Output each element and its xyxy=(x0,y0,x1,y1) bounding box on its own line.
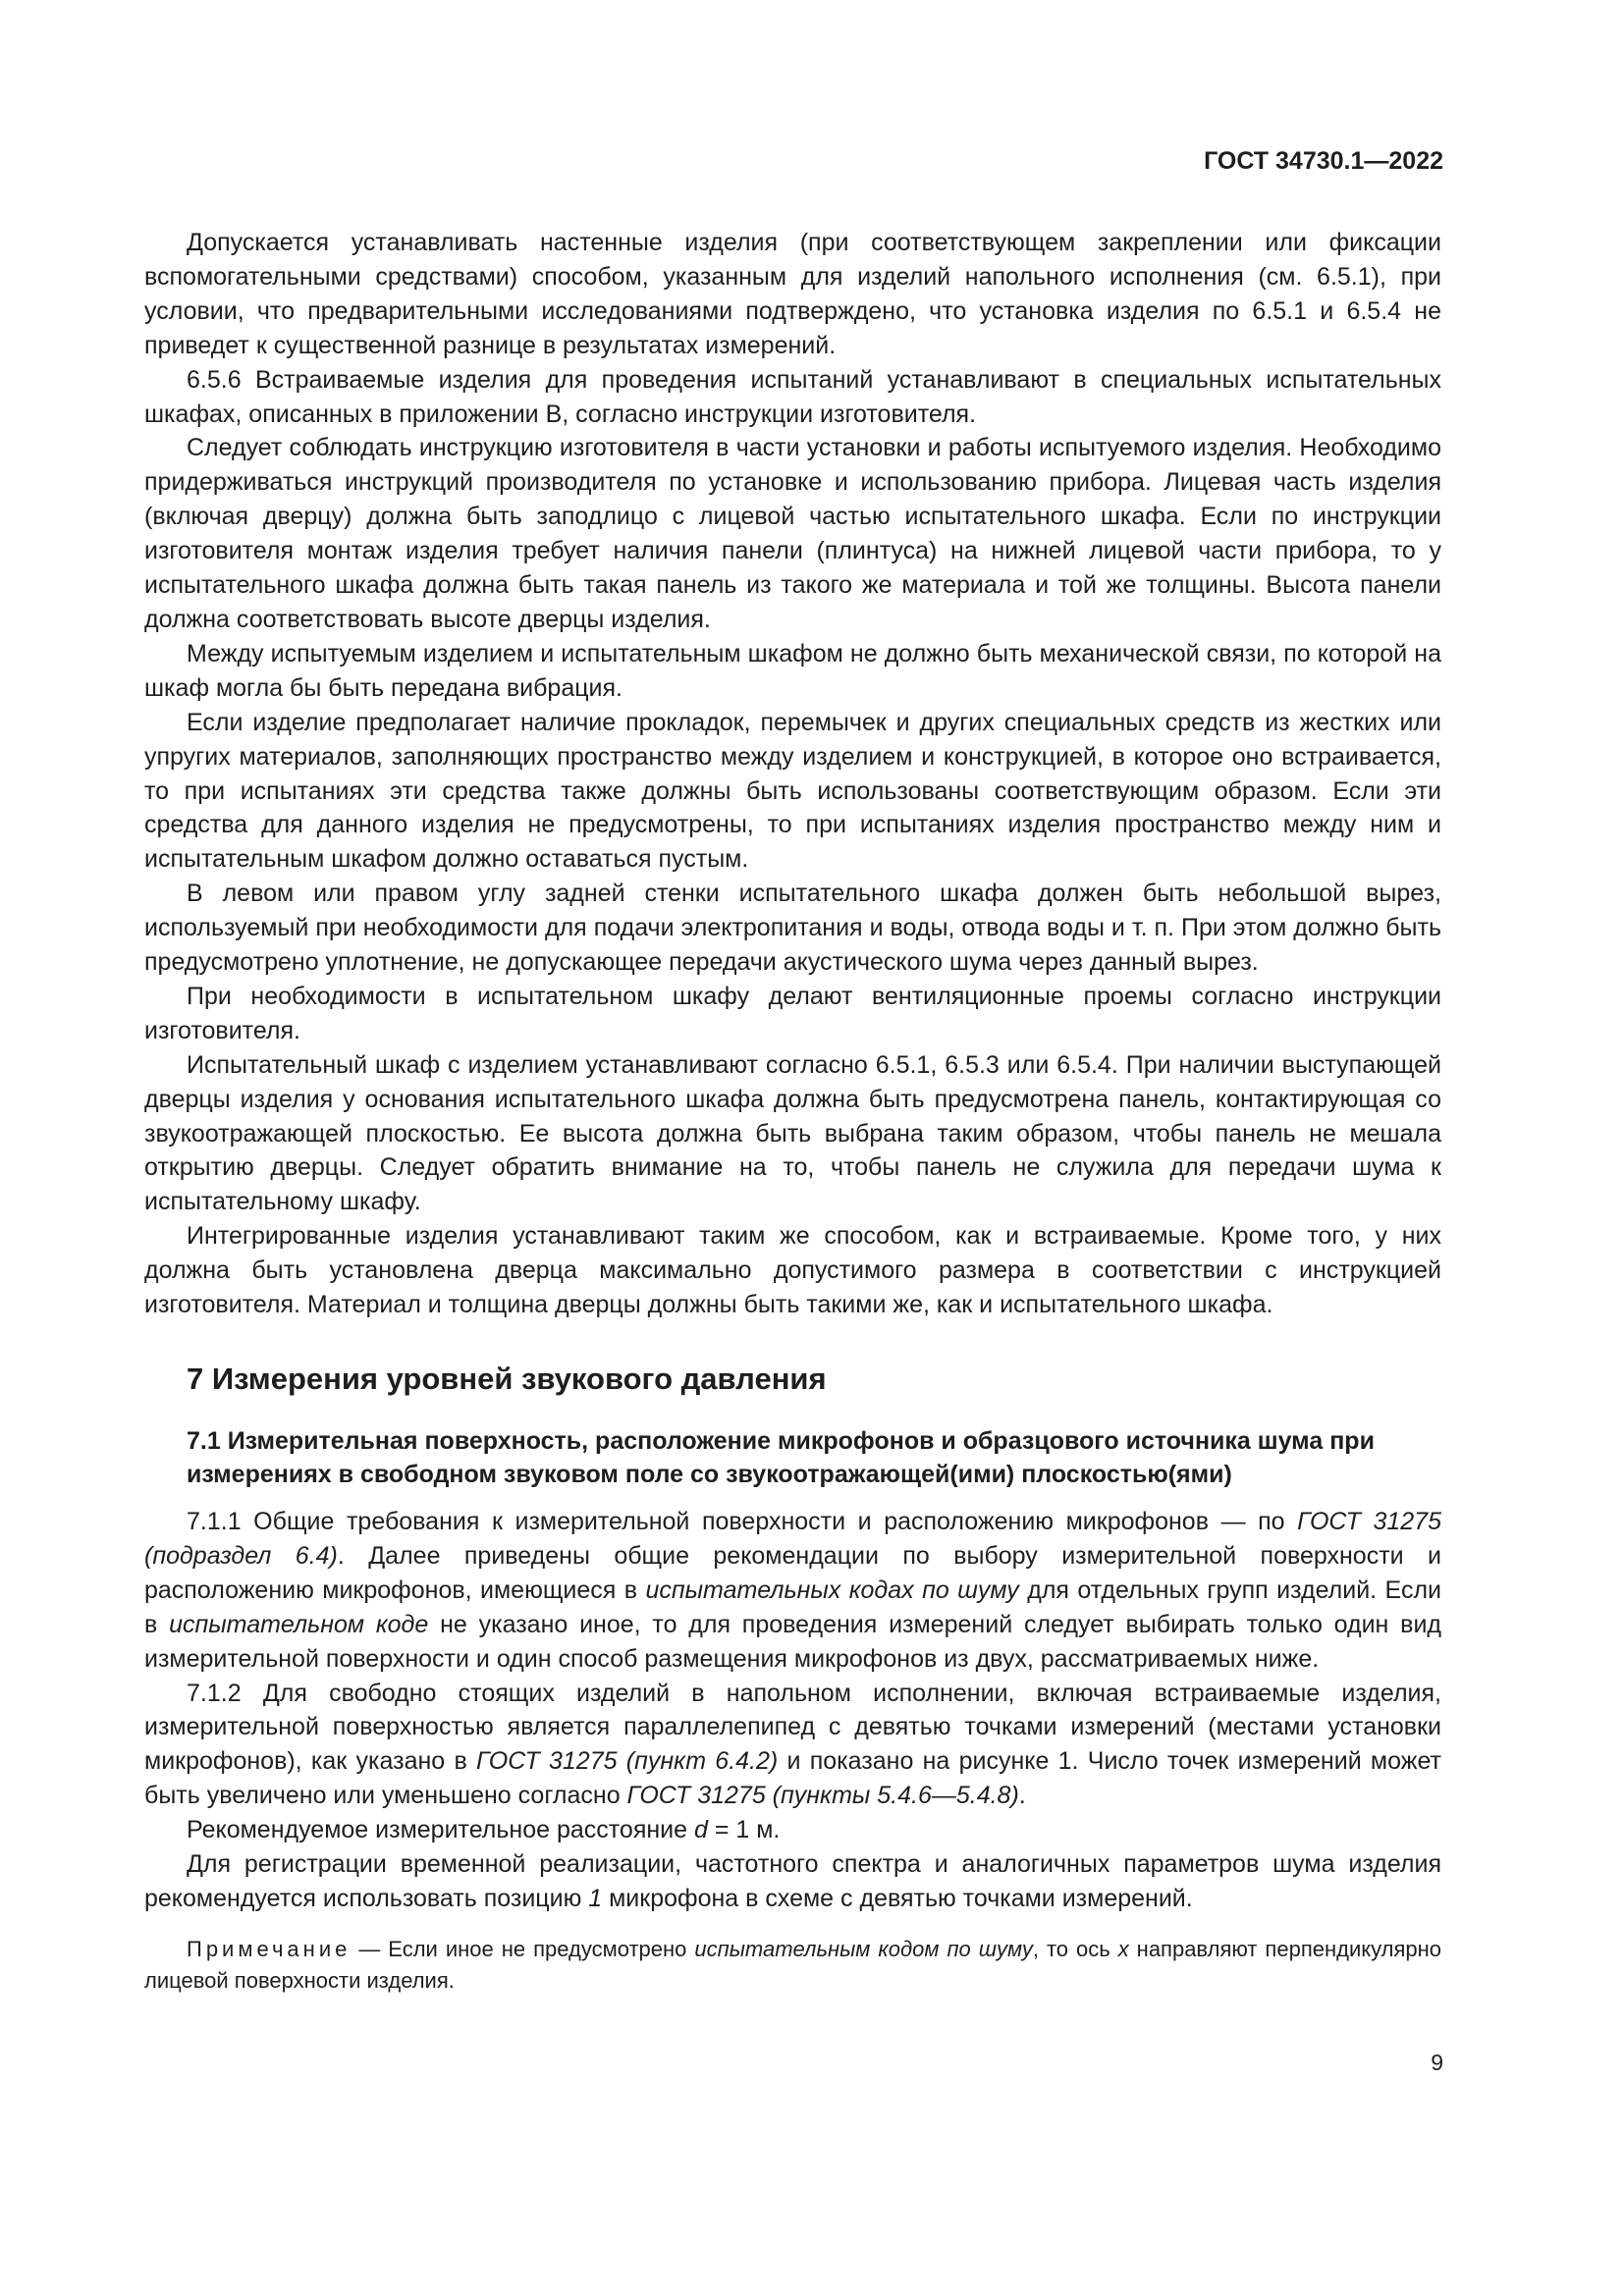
term: испытательных кодах по шуму xyxy=(645,1575,1019,1604)
text-run: . xyxy=(1018,1782,1026,1810)
paragraph-7-1-2 xyxy=(144,1677,1441,1814)
standard-designation: ГОСТ 34730.1—2022 xyxy=(1204,147,1443,175)
text-run: . Далее приведены общие рекомендации по выбору измерительной поверхности и расположению микрофонов, имеющиеся в xyxy=(144,1541,1441,1604)
paragraph: Допускается устанавливать настенные изделия (при соответствующем закреплении или фиксации вспомогательными средствами) способом, указанным для изделий напольного исполнения (см. 6.5.1), при условии, что предварительными исследованиями подтверждено, что установка изделия по 6.5.1 и 6.5.4 не приведет к существенной разнице в результатах измерений. xyxy=(144,229,1441,359)
paragraph: Следует соблюдать инструкцию изготовителя в части установки и работы испытуемого изделия. Необходимо придерживаться инструкций производителя по установке и использованию прибора. Лицевая часть изделия (включая дверцу) должна быть заподлицо с лицевой частью испытательного шкафа. Если по инструкции изготовителя монтаж изделия требует наличия панели (плинтуса) на нижней лицевой части прибора, то у испытательного шкафа должна быть такая панель из такого же материала и той же толщины. Высота панели должна соответствовать высоте дверцы изделия. xyxy=(144,434,1441,633)
note xyxy=(144,1934,1441,1997)
reference-link: ГОСТ 31275 (пункты 5.4.6—5.4.8) xyxy=(626,1782,1019,1810)
subsection-heading: 7.1 Измерительная поверхность, расположение микрофонов и образцового источника шума при измерениях в свободном звуковом поле со звукоотражающей(ими) плоскостью(ями) xyxy=(187,1427,1375,1488)
text-run: 7.1.2 Для свободно стоящих изделий в напольном исполнении, включая встраиваемые изделия, измерительной поверхностью является параллелепипед с девятью точками измерений (местами установки микрофонов), как указано в xyxy=(144,1679,1441,1776)
text-run: , то ось xyxy=(1032,1936,1118,1961)
paragraph: Если изделие предполагает наличие прокладок, перемычек и других специальных средств из жестких или упругих материалов, заполняющих пространство между изделием и конструкцией, в которое оно встраивается, то при испытаниях эти средства также должны быть использованы соответствующим образом. Если эти средства для данного изделия не предусмотрены, то при испытаниях изделия пространство между ним и испытательным шкафом должно оставаться пустым. xyxy=(144,708,1441,874)
text-run: направляют перпендикулярно лицевой поверхности изделия. xyxy=(144,1936,1442,1993)
paragraph: Испытательный шкаф с изделием устанавливают согласно 6.5.1, 6.5.3 или 6.5.4. При наличии выступающей дверцы изделия у основания испытательного шкафа должна быть предусмотрена панель, контактирующая со звукоотражающей плоскостью. Ее высота должна быть выбрана таким образом, чтобы панель не мешала открытию дверцы. Следует обратить внимание на то, чтобы панель не служила для передачи шума к испытательному шкафу. xyxy=(144,1050,1441,1216)
paragraph: Интегрированные изделия устанавливают таким же способом, как и встраиваемые. Кроме того, у них должна быть установлена дверца максимально допустимого размера в соответствии с инструкцией изготовителя. Материал и толщина дверцы должны быть такими же, как и испытательного шкафа. xyxy=(144,1222,1441,1319)
text-run: для отдельных групп изделий. Если в xyxy=(144,1575,1441,1638)
text-run: = 1 м. xyxy=(707,1816,781,1844)
variable: 1 xyxy=(588,1884,603,1912)
reference-link: ГОСТ 31275 (пункт 6.4.2) xyxy=(476,1747,779,1776)
text-run: 7.1.1 Общие требования к измерительной поверхности и расположению микрофонов — по xyxy=(187,1508,1298,1535)
term: испытательном коде xyxy=(169,1610,429,1638)
term: испытательным кодом по шуму xyxy=(694,1936,1033,1961)
paragraph: Между испытуемым изделием и испытательным шкафом не должно быть механической связи, по которой на шкаф могла бы быть передана вибрация. xyxy=(144,639,1441,702)
text-run: Для регистрации временной реализации, частотного спектра и аналогичных параметров шума изделия рекомендуется использовать позицию xyxy=(144,1850,1441,1912)
text-run: Рекомендуемое измерительное расстояние xyxy=(187,1816,694,1844)
paragraph-registration xyxy=(144,1847,1441,1916)
text-run: не указано иное, то для проведения измерений следует выбирать только один вид измерительной поверхности и один способ размещения микрофонов из двух, рассматриваемых ниже. xyxy=(144,1610,1442,1673)
text-run: микрофона в схеме с девятью точками измерений. xyxy=(602,1884,1193,1912)
text-run: и показано на рисунке 1. Число точек измерений может быть увеличено или уменьшено согласно xyxy=(144,1747,1441,1810)
paragraph: 6.5.6 Встраиваемые изделия для проведения испытаний устанавливают в специальных испытательных шкафах, описанных в приложении В, согласно инструкции изготовителя. xyxy=(144,365,1441,428)
paragraph-distance xyxy=(144,1813,1441,1847)
note-label: Примечание xyxy=(187,1936,352,1961)
reference-link: ГОСТ 31275 (подраздел 6.4) xyxy=(144,1508,1441,1570)
variable: d xyxy=(694,1816,708,1844)
section-heading: 7 Измерения уровней звукового давления xyxy=(187,1362,827,1396)
text-run: — Если иное не предусмотрено xyxy=(351,1936,695,1961)
paragraph: В левом или правом углу задней стенки испытательного шкафа должен быть небольшой вырез, используемый при необходимости для подачи электропитания и воды, отвода воды и т. п. При этом должно быть предусмотрено уплотнение, не допускающее передачи акустического шума через данный вырез. xyxy=(144,880,1441,977)
paragraph-7-1-1 xyxy=(144,1505,1441,1677)
page-body xyxy=(144,226,1441,1997)
variable: x xyxy=(1117,1936,1129,1961)
page-number: 9 xyxy=(1431,2050,1443,2075)
paragraph: При необходимости в испытательном шкафу делают вентиляционные проемы согласно инструкции изготовителя. xyxy=(144,982,1441,1044)
